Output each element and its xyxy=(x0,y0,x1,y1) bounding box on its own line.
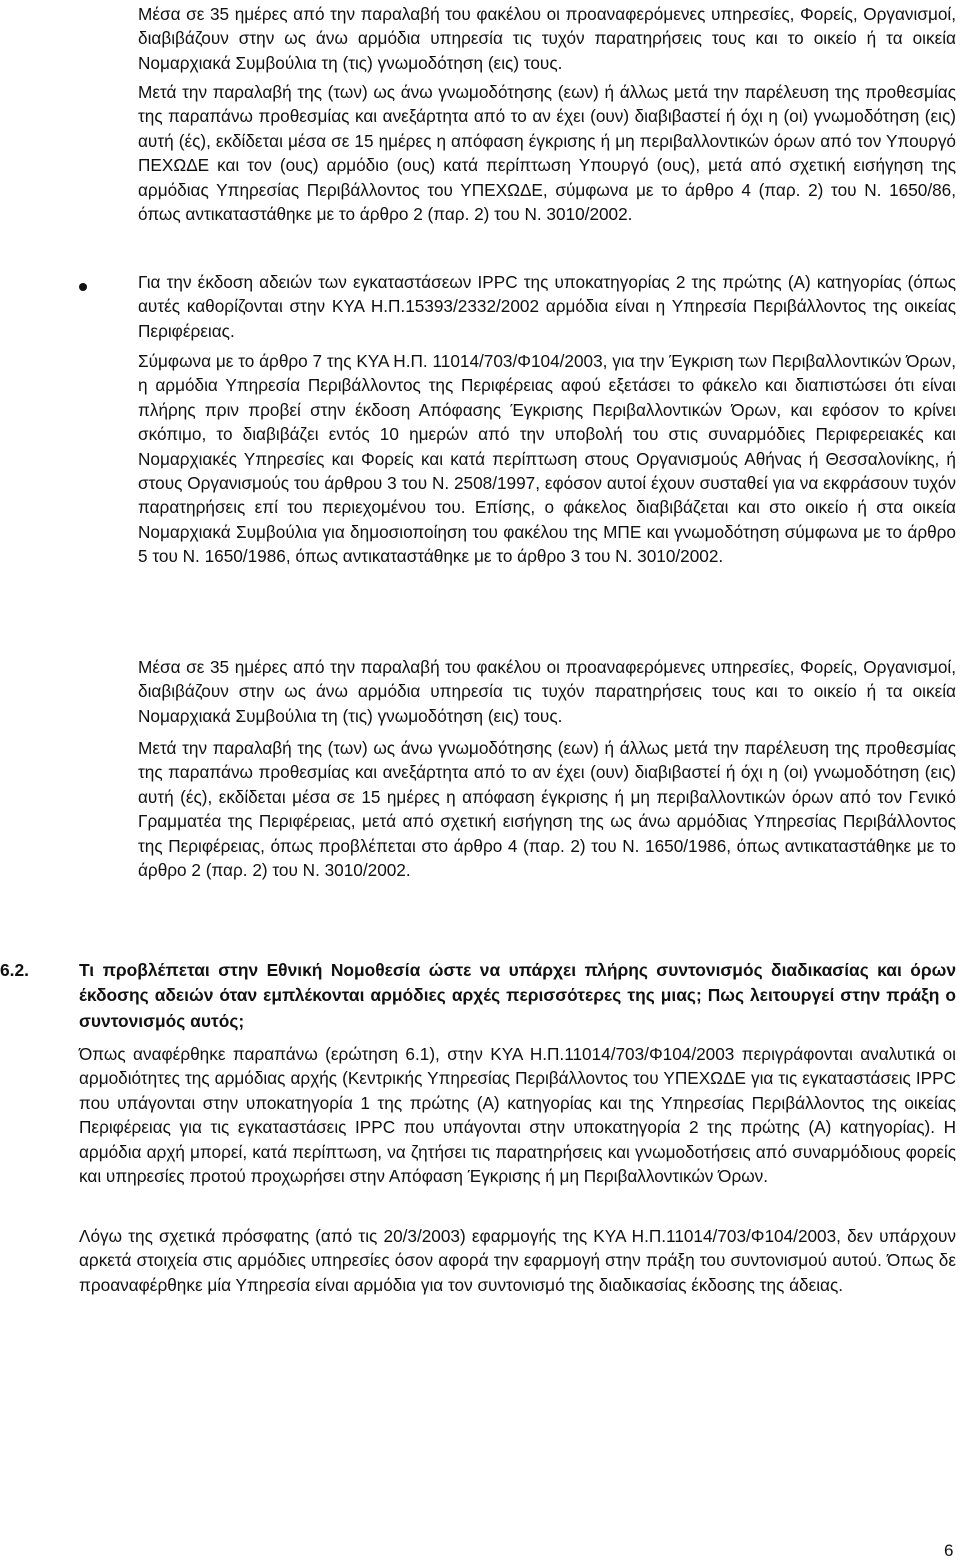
section-number: 6.2. xyxy=(0,960,30,980)
bullet-icon xyxy=(79,283,87,291)
answer-paragraph-competences: Όπως αναφέρθηκε παραπάνω (ερώτηση 6.1), στην ΚΥΑ Η.Π.11014/703/Φ104/2003 περιγράφονται αναλυτικά οι αρμοδιότητες της αρμόδιας αρχής (Κεντρικής Υπηρεσίας Περιβάλλοντος του ΥΠΕΧΩΔΕ για τις εγκαταστάσεις IPPC που υπάγονται στην υποκατηγορία 1 της πρώτης (Α) κατηγορίας και της Υπηρεσίας Περιβάλλοντος της οικείας Περιφέρειας για τις εγκαταστάσεις IPPC που υπάγονται στην υποκατηγορία 2 της πρώτης (Α) κατηγορίας). Η αρμόδια αρχή μπορεί, κατά περίπτωση, να ζητήσει τις παρατηρήσεις και γνωμοδοτήσεις από συναρμόδιους φορείς και υπηρεσίες προτού προχωρήσει στην Απόφαση Έγκρισης ή μη Περιβαλλοντικών Όρων. xyxy=(79,1044,956,1187)
page-number: 6 xyxy=(944,1541,954,1560)
paragraph-kya-article-7: Σύμφωνα με το άρθρο 7 της ΚΥΑ Η.Π. 11014/703/Φ104/2003, για την Έγκριση των Περιβαλλοντικών Όρων, η αρμόδια Υπηρεσία Περιβάλλοντος της Περιφέρειας αφού εξετάσει το φάκελο και διαπιστώσει ότι είναι πλήρης πριν προβεί στην έκδοση Απόφασης Έγκρισης Περιβαλλοντικών Όρων, και εφόσον το κρίνει σκόπιμο, το διαβιβάζει εντός 10 ημερών από την υποβολή του στις συναρμόδιες Περιφερειακές και Νομαρχιακές Υπηρεσίες και Φορείς και κατά περίπτωση στους Οργανισμούς Αθήνας ή Θεσσαλονίκης, ή στους Οργανισμούς του άρθρου 3 του Ν. 2508/1997, εφόσον αυτοί έχουν συσταθεί για να εκφράσουν τυχόν παρατηρήσεις επί του περιεχομένου του. Επίσης, ο φάκελος διαβιβάζεται και στο οικείο ή στα οικεία Νομαρχιακά Συμβούλια για δημοσιοποίηση του φακέλου της ΜΠΕ και γνωμοδότηση σύμφωνα με το άρθρο 5 του Ν. 1650/1986, όπως αντικαταστάθηκε με το άρθρο 3 του Ν. 3010/2002. xyxy=(138,351,956,567)
paragraph-approval-region: Μετά την παραλαβή της (των) ως άνω γνωμοδότησης (εων) ή άλλως μετά την παρέλευση της προθεσμίας της παραπάνω προθεσμίας και ανεξάρτητα από το αν έχει (ουν) διαβιβαστεί ή όχι η (οι) γνωμοδότηση (εις) αυτή (ές), εκδίδεται μέσα σε 15 ημέρες η απόφαση έγκρισης ή μη περιβαλλοντικών όρων από τον Γενικό Γραμματέα της Περιφέρειας, μετά από σχετική εισήγηση της ως άνω αρμόδιας Υπηρεσίας Περιβάλλοντος της Περιφέρειας, όπως προβλέπεται στο άρθρο 4 (παρ. 2) του Ν. 1650/1986, όπως αντικαταστάθηκε με το άρθρο 2 (παρ. 2) του Ν. 3010/2002. xyxy=(138,738,956,881)
paragraph-ippc-subcategory-2: Για την έκδοση αδειών των εγκαταστάσεων IPPC της υποκατηγορίας 2 της πρώτης (Α) κατηγορίας (όπως αυτές καθορίζονται στην ΚΥΑ Η.Π.15393/2332/2002 αρμόδια είναι η Υπηρεσία Περιβάλλοντος της οικείας Περιφέρειας. xyxy=(138,272,956,341)
paragraph-submission-deadline: Μέσα σε 35 ημέρες από την παραλαβή του φακέλου οι προαναφερόμενες υπηρεσίες, Φορείς, Οργανισμοί, διαβιβάζουν στην ως άνω αρμόδια υπηρεσία τις τυχόν παρατηρήσεις τους και το οικείο ή τα οικεία Νομαρχιακά Συμβούλια τη (τις) γνωμοδότηση (εις) τους. xyxy=(138,4,956,73)
section-heading: Τι προβλέπεται στην Εθνική Νομοθεσία ώστε να υπάρχει πλήρης συντονισμός διαδικασίας και όρων έκδοσης αδειών όταν εμπλέκονται αρμόδιες αρχές περισσότερες της μιας; Πως λειτουργεί στην πράξη ο συντονισμός αυτός; xyxy=(79,960,956,1031)
paragraph-approval-ministry: Μετά την παραλαβή της (των) ως άνω γνωμοδότησης (εων) ή άλλως μετά την παρέλευση της προθεσμίας της παραπάνω προθεσμίας και ανεξάρτητα από το αν έχει (ουν) διαβιβαστεί ή όχι η (οι) γνωμοδότηση (εις) αυτή (ές), εκδίδεται μέσα σε 15 ημέρες η απόφαση έγκρισης ή μη περιβαλλοντικών όρων από τον Υπουργό ΠΕΧΩΔΕ και τον (ους) αρμόδιο (ους) κατά περίπτωση Υπουργό (ους), μετά από σχετική εισήγηση της αρμόδιας Υπηρεσίας Περιβάλλοντος του ΥΠΕΧΩΔΕ, σύμφωνα με το άρθρο 4 (παρ. 2) του Ν. 1650/86, όπως αντικαταστάθηκε με το άρθρο 2 (παρ. 2) του Ν. 3010/2002. xyxy=(138,82,956,225)
answer-paragraph-coordination: Λόγω της σχετικά πρόσφατης (από τις 20/3/2003) εφαρμογής της ΚΥΑ Η.Π.11014/703/Φ104/2003, δεν υπάρχουν αρκετά στοιχεία στις αρμόδιες υπηρεσίες όσον αφορά την εφαρμογή στην πράξη του συντονισμού αυτού. Όπως δε προαναφέρθηκε μία Υπηρεσία είναι αρμόδια για τον συντονισμό της διαδικασίας έκδοσης της άδειας. xyxy=(79,1226,956,1295)
paragraph-submission-deadline-region: Μέσα σε 35 ημέρες από την παραλαβή του φακέλου οι προαναφερόμενες υπηρεσίες, Φορείς, Οργανισμοί, διαβιβάζουν στην ως άνω αρμόδια υπηρεσία τις τυχόν παρατηρήσεις τους και το οικείο ή τα οικεία Νομαρχιακά Συμβούλια τη (τις) γνωμοδότηση (εις) τους. xyxy=(138,657,956,726)
